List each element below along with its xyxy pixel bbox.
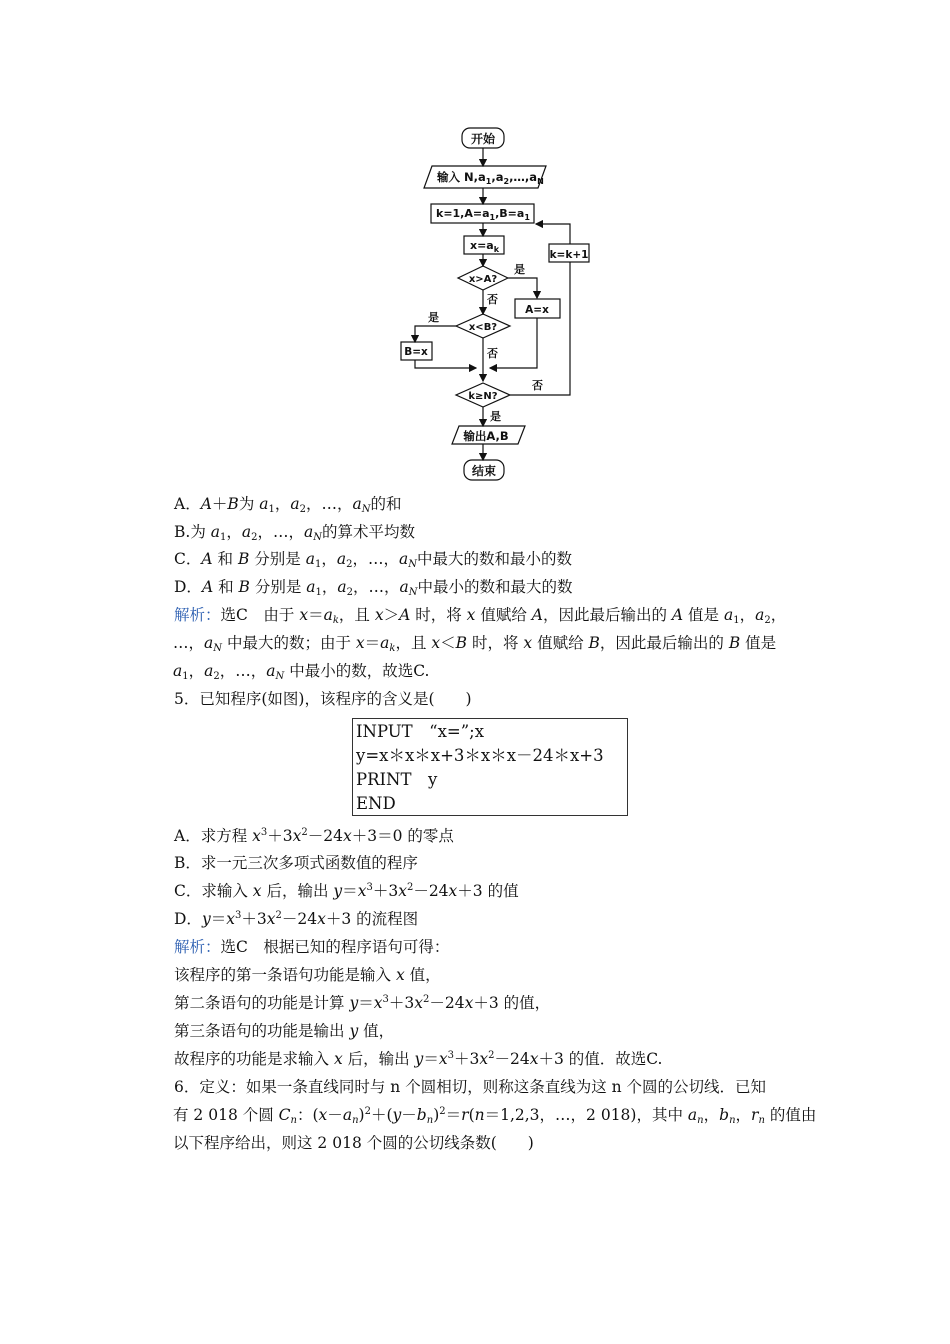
- fc-assign: $x=a_k$: [470, 239, 500, 254]
- q5-analysis-line-3: 第二条语句的功能是计算 $y=x^3+3x^2-24x+3$ 的值，: [174, 994, 551, 1012]
- q5-option-b: B．求一元三次多项式函数值的程序: [174, 854, 418, 872]
- fc-start: 开始: [470, 132, 496, 146]
- fc-setB: B=x: [404, 346, 428, 358]
- fc-cond1: x>A?: [468, 274, 498, 285]
- q5-analysis-line-2: 该程序的第一条语句功能是输入 x 值，: [174, 966, 441, 984]
- fc-cond3: k≥N?: [468, 391, 498, 402]
- fc-label-no-1: 否: [487, 293, 498, 306]
- q5-stem: 5．已知程序(如图)，该程序的含义是( ): [174, 690, 472, 708]
- q4-d-tail: 中最小的数和最大的数: [417, 578, 573, 596]
- fc-input: 输入 $N,a_1,a_2,\dots,a_N$: [437, 170, 544, 186]
- q4-analysis-label: 解析：: [174, 606, 221, 624]
- q4-analysis-line-2: …，$a_N$ 中最大的数；由于 $x=a_k$，且 x＜B 时，将 x 值赋给 B，因此最后输出的 B 值是: [173, 634, 777, 654]
- q4-option-c: C．A 和 B 分别是 $a_1$，$a_2$，…，$a_N$中最大的数和最小的数: [174, 550, 572, 570]
- q4-b-tail: 的算术平均数: [322, 523, 416, 541]
- q4-a-tail: 的和: [370, 495, 402, 513]
- fc-label-no-2: 否: [487, 347, 498, 360]
- q5-option-c: C．求输入 x 后，输出 $y=x^3+3x^2-24x+3$ 的值: [174, 882, 519, 900]
- code-line-3: PRINT y: [356, 770, 438, 789]
- program-code-box: [352, 718, 628, 816]
- code-line-4: END: [356, 794, 396, 813]
- q4-analysis-line-3: $a_1$，$a_2$，…，$a_N$ 中最小的数，故选C.: [173, 662, 430, 682]
- code-line-1: INPUT “x=”;x: [356, 722, 485, 741]
- q4-analysis-choice: 选C: [220, 606, 248, 624]
- q4-b-head: B.为: [174, 523, 211, 541]
- q4-option-a: A．A＋B为 $a_1$，$a_2$，…，$a_N$的和: [174, 495, 402, 515]
- q5-analysis-line-1: [174, 937, 449, 957]
- fc-label-yes-3: 是: [490, 410, 501, 423]
- q5-analysis-head: 选C 根据已知的程序语句可得：: [220, 938, 450, 956]
- q4-option-b: B.为 $a_1$，$a_2$，…，$a_N$的算术平均数: [174, 523, 416, 543]
- fc-incr: k=k+1: [549, 249, 589, 261]
- fc-label-yes-2: 是: [428, 311, 439, 324]
- fc-label-no-3: 否: [532, 379, 543, 392]
- q4-option-d: D．A 和 B 分别是 $a_1$，$a_2$，…，$a_N$中最小的数和最大的数: [174, 578, 573, 598]
- fc-init: $k=1,A=a_1,B=a_1$: [436, 207, 530, 222]
- fc-label-yes-1: 是: [514, 263, 525, 276]
- fc-output: 输出A,B: [463, 429, 509, 443]
- flowchart: [380, 120, 600, 490]
- q5-analysis-label: 解析：: [174, 938, 221, 956]
- q6-line-3: 以下程序给出，则这 2 018 个圆的公切线条数( ): [173, 1134, 534, 1152]
- q6-line-1: 6．定义：如果一条直线同时与 n 个圆相切，则称这条直线为这 n 个圆的公切线．已知: [174, 1078, 767, 1096]
- q4-c-tail: 中最大的数和最小的数: [416, 550, 572, 568]
- fc-end: 结束: [471, 464, 497, 478]
- q5-option-a: A．求方程 $x^3+3x^2-24x+3=0$ 的零点: [174, 827, 454, 845]
- q5-analysis-line-5: 故程序的功能是求输入 x 后，输出 $y=x^3+3x^2-24x+3$ 的值．故选C.: [174, 1050, 663, 1068]
- fc-cond2: x<B?: [468, 322, 498, 333]
- q5-option-d: D．$y=x^3+3x^2-24x+3$ 的流程图: [174, 910, 419, 928]
- q4-analysis-line-1: 解析：选C 由于 $x=a_k$，且 x＞A 时，将 x 值赋给 A，因此最后输出的 A 值是 $a_1$，$a_2$，: [174, 606, 787, 626]
- q5-analysis-line-4: 第三条语句的功能是输出 y 值，: [174, 1022, 395, 1040]
- fc-setA: A=x: [525, 304, 549, 316]
- q6-line-2: 有 2 018 个圆 $C_n$：$(x-a_n)^2+(y-b_n)^2=r(n=1,2,3$，…，2 018)，其中 $a_n$，$b_n$，$r_n$ 的值由: [173, 1106, 817, 1126]
- code-line-2: y=x＊x＊x+3＊x＊x－24＊x+3: [356, 746, 604, 765]
